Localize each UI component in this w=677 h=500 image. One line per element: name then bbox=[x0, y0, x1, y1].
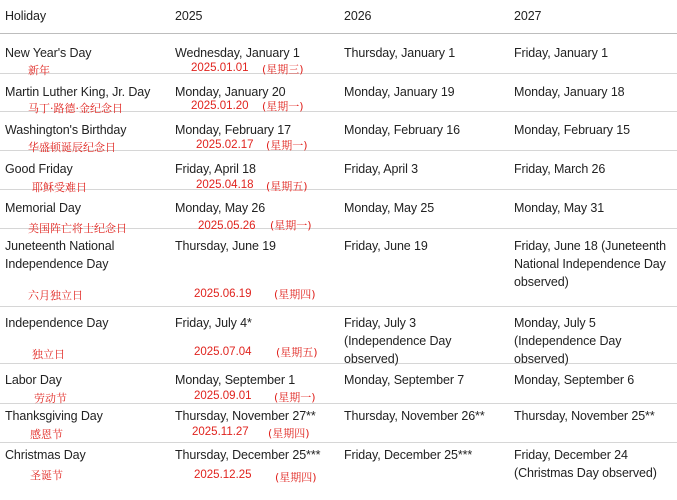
chinese-holiday-name: 新年 bbox=[28, 64, 50, 77]
date-2027: Monday, July 5 (Independence Day observed) bbox=[514, 316, 622, 366]
holiday-name: Thanksgiving Day bbox=[5, 409, 103, 423]
date-2027: Thursday, November 25** bbox=[514, 409, 655, 423]
annotated-weekday: (星期一) bbox=[266, 139, 308, 152]
annotated-date: 2025.12.25 bbox=[194, 469, 252, 481]
annotated-date: 2025.02.17 bbox=[196, 139, 254, 151]
date-2026: Monday, September 7 bbox=[344, 373, 465, 387]
chinese-holiday-name: 劳动节 bbox=[34, 392, 67, 405]
header-2027: 2027 bbox=[514, 9, 542, 23]
chinese-holiday-name: 六月独立日 bbox=[28, 289, 83, 302]
table-row bbox=[0, 404, 677, 443]
holiday-name: Christmas Day bbox=[5, 448, 86, 462]
header-holiday: Holiday bbox=[5, 9, 46, 23]
date-2026: Friday, April 3 bbox=[344, 162, 418, 176]
date-2026: Friday, December 25*** bbox=[344, 448, 473, 462]
annotated-date: 2025.09.01 bbox=[194, 390, 252, 402]
date-2025: Friday, April 18 bbox=[175, 162, 256, 176]
table-row bbox=[0, 364, 677, 404]
annotated-weekday: (星期五) bbox=[276, 346, 318, 359]
date-2026: Monday, January 19 bbox=[344, 85, 455, 99]
date-2025: Thursday, December 25*** bbox=[175, 448, 321, 462]
holiday-name: Labor Day bbox=[5, 373, 62, 387]
date-2025: Monday, May 26 bbox=[175, 201, 266, 215]
table-row bbox=[0, 307, 677, 364]
annotated-weekday: (星期四) bbox=[275, 471, 317, 484]
date-2026: Thursday, January 1 bbox=[344, 46, 456, 60]
date-2027: Friday, January 1 bbox=[514, 46, 608, 60]
chinese-holiday-name: 美国阵亡将士纪念日 bbox=[28, 222, 127, 235]
chinese-holiday-name: 马丁·路德·金纪念日 bbox=[28, 102, 123, 115]
table-row bbox=[0, 74, 677, 115]
chinese-holiday-name: 圣诞节 bbox=[30, 469, 63, 482]
annotated-weekday: (星期三) bbox=[262, 63, 304, 76]
table-row bbox=[0, 151, 677, 194]
annotated-weekday: (星期一) bbox=[270, 219, 312, 232]
holiday-name: Memorial Day bbox=[5, 201, 81, 215]
date-2026: Friday, July 3 (Independence Day observed) bbox=[344, 316, 452, 366]
table-row bbox=[0, 112, 677, 154]
chinese-holiday-name: 独立日 bbox=[32, 348, 65, 361]
date-2027: Monday, September 6 bbox=[514, 373, 635, 387]
holiday-name: New Year's Day bbox=[5, 46, 92, 60]
date-2027: Friday, March 26 bbox=[514, 162, 606, 176]
annotated-weekday: (星期一) bbox=[262, 100, 304, 113]
holiday-name: Good Friday bbox=[5, 162, 73, 176]
table-header-row bbox=[0, 0, 677, 34]
annotated-date: 2025.01.01 bbox=[191, 62, 249, 74]
holiday-name: Washington's Birthday bbox=[5, 123, 127, 137]
header-2025: 2025 bbox=[175, 9, 203, 23]
table-row bbox=[0, 34, 677, 77]
holiday-name: Juneteenth National Independence Day bbox=[5, 239, 115, 271]
chinese-holiday-name: 耶稣受难日 bbox=[32, 181, 87, 194]
table-row bbox=[0, 443, 677, 499]
annotated-weekday: (星期四) bbox=[274, 288, 316, 301]
annotated-date: 2025.07.04 bbox=[194, 346, 252, 358]
table-row bbox=[0, 229, 677, 307]
date-2025: Wednesday, January 1 bbox=[175, 46, 300, 60]
date-2025: Friday, July 4* bbox=[175, 316, 252, 330]
header-2026: 2026 bbox=[344, 9, 372, 23]
annotated-date: 2025.01.20 bbox=[191, 100, 249, 112]
date-2026: Friday, June 19 bbox=[344, 239, 428, 253]
date-2027: Friday, December 24 (Christmas Day observed) bbox=[514, 448, 657, 480]
annotated-weekday: (星期五) bbox=[266, 180, 308, 193]
annotated-date: 2025.04.18 bbox=[196, 179, 254, 191]
date-2027: Monday, February 15 bbox=[514, 123, 630, 137]
date-2025: Monday, September 1 bbox=[175, 373, 296, 387]
annotated-weekday: (星期四) bbox=[268, 427, 310, 440]
date-2026: Thursday, November 26** bbox=[344, 409, 485, 423]
holiday-name: Independence Day bbox=[5, 316, 109, 330]
annotated-date: 2025.11.27 bbox=[192, 426, 249, 438]
date-2026: Monday, February 16 bbox=[344, 123, 460, 137]
annotated-weekday: (星期一) bbox=[274, 391, 316, 404]
chinese-holiday-name: 华盛顿诞辰纪念日 bbox=[28, 141, 116, 154]
table-row bbox=[0, 190, 677, 235]
annotated-date: 2025.06.19 bbox=[194, 288, 252, 300]
date-2027: Monday, May 31 bbox=[514, 201, 605, 215]
date-2025: Thursday, November 27** bbox=[175, 409, 316, 423]
date-2025: Monday, February 17 bbox=[175, 123, 291, 137]
date-2027: Friday, June 18 (Juneteenth National Independence Day observed) bbox=[514, 239, 667, 289]
annotated-date: 2025.05.26 bbox=[198, 220, 256, 232]
date-2026: Monday, May 25 bbox=[344, 201, 435, 215]
date-2027: Monday, January 18 bbox=[514, 85, 625, 99]
chinese-holiday-name: 感恩节 bbox=[30, 428, 63, 441]
date-2025: Thursday, June 19 bbox=[175, 239, 276, 253]
date-2025: Monday, January 20 bbox=[175, 85, 286, 99]
holiday-name: Martin Luther King, Jr. Day bbox=[5, 85, 151, 99]
